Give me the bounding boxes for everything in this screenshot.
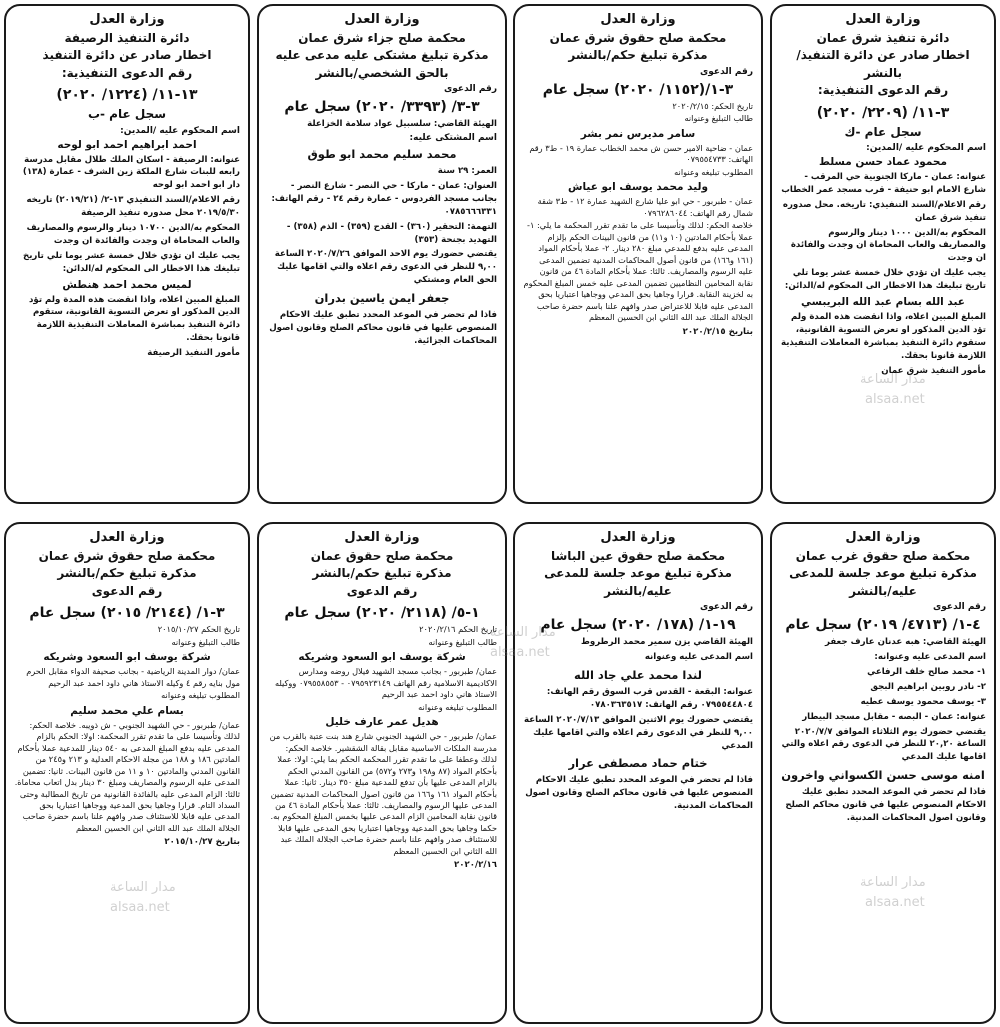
accused-address: العنوان: عمان - ماركا - حي النصر - شارع النصر - بجانب مسجد الفردوس - عمارة رقم ٢٤ - رقم الهاتف: ٠٧٨٥٦٦٦٣٣١ xyxy=(271,180,497,217)
case-label: رقم الدعوى التنفيذية: xyxy=(61,65,193,80)
judge-name: الهيئة القاضي: سلسبيل عواد سلامة الخزاعلة xyxy=(307,119,497,130)
judge-name: الهيئة القاضي يزن سمير محمد الرطروط xyxy=(580,637,753,648)
ministry-title: وزارة العدل xyxy=(600,530,676,545)
payment-instruction: يجب عليك ان تؤدي خلال خمسة عشر يوما تلي تاريخ تبليغك هذا الاخطار الى المحكوم له/الدائن: xyxy=(784,268,986,292)
court-title: محكمة صلح حقوق عين الباشا xyxy=(551,549,725,563)
charges: التهمة: التحقير (٣٦٠) - القدح (٣٥٩) - الذم (٣٥٨) - التهديد بجنحة (٣٥٣) xyxy=(286,221,497,245)
case-label: رقم الدعوى xyxy=(700,602,753,613)
defendant-address: عنوانه: البقعة - القدس قرب السوق رقم الهاتف: ٠٧٩٥٥٤٤٨٠٤ رقم الهاتف: ٠٧٨٠٣٦٣٥١٧ xyxy=(546,686,753,710)
notice-type: مذكرة تبليغ حكم/بالنشر xyxy=(568,48,708,63)
notice-east-amman-criminal xyxy=(257,4,507,504)
requester-name: شركة يوسف ابو السعود وشريكه xyxy=(43,651,211,664)
watermark-url: alsaa.net xyxy=(490,645,550,660)
defendant-2: ٢- نادر روبين ابراهيم البجق xyxy=(870,681,986,692)
hearing-text: يقتضي حضورك يوم الاثنين الموافق ٢٠٢٠/٧/١٣ الساعة ٩,٠٠ للنظر في الدعوى رقم اعلاه والتي اقامها عليك المدعي xyxy=(523,714,753,751)
record-type: سجل عام -ك xyxy=(844,124,922,139)
notice-rusaifa-execution xyxy=(4,4,250,504)
recipient-address: عمان - طبربور - حي ابو عليا شارع الشهيد عمارة ١٢ - ط٣ شقة شمال رقم الهاتف: ٠٧٩٦٢٨٦٠٤٤ xyxy=(537,196,753,218)
judgment-info: رقم الاعلام/السند التنفيذي ١٣-٢/ (٢٠١٩/٢١) تاريخه ٢٠١٩/٥/٣٠ محل صدوره تنفيذ الرصيفة xyxy=(26,195,240,219)
department-title: دائرة التنفيذ الرصيفة xyxy=(64,31,190,45)
watermark-text: مدار الساعة xyxy=(860,372,926,387)
notice-footer: ٢٠٢٠/٢/١٦ xyxy=(454,860,497,871)
recipient-label: المطلوب تبليغه وعنوانه xyxy=(161,690,240,701)
case-label: رقم الدعوى xyxy=(444,84,497,95)
record-type: سجل عام -ب xyxy=(87,107,167,122)
notice-footer: مأمور التنفيذ شرق عمان xyxy=(881,365,986,376)
watermark-text: مدار الساعة xyxy=(490,625,556,640)
creditor-name: عبد الله بسام عبد الله البريبسي xyxy=(801,295,965,308)
judge-name: الهيئة القاضي: هبه عدنان عارف جعفر xyxy=(825,637,986,648)
payment-instruction: يجب عليك ان تؤدي خلال خمسة عشر يوما تلي تاريخ تبليغك هذا الاخطار الى المحكوم له/الدائن: xyxy=(23,250,240,274)
closing-text: المبلغ المبين اعلاه، واذا انقضت هذه المدة ولم تؤد الدين المذكور او تعرض التسوية القانونية، ستقوم دائرة التنفيذ بمباشرة المعاملات التنفيذية اللازمة قانونا بحقك. xyxy=(29,294,240,344)
notice-type: مذكرة تبليغ حكم/بالنشر xyxy=(57,566,197,581)
notice-east-amman-execution xyxy=(770,4,996,504)
amount-due: المحكوم به/الدين ١٠٧٠٠ دينار والرسوم والمصاريف والعاب المحاماة ان وجدت والفائدة ان وجدت xyxy=(26,223,240,246)
notice-type: اخطار صادر عن دائرة التنفيذ/بالنشر xyxy=(796,48,970,80)
defendant-label: اسم المحكوم عليه /المدين: xyxy=(120,125,240,136)
case-number: ٤-١/ (٤٧١٣/ ٢٠١٩) سجل عام xyxy=(785,617,981,634)
complainant-name: جعفر ايمن ياسين بدران xyxy=(314,291,450,306)
ministry-title: وزارة العدل xyxy=(845,12,921,27)
judgment-info: رقم الاعلام/السند التنفيذي: تاريخه. محل صدوره تنفيذ شرق عمان xyxy=(782,199,986,223)
ministry-title: وزارة العدل xyxy=(845,530,921,545)
defendant-label: اسم المحكوم عليه /المدين: xyxy=(866,142,986,153)
defendant-address: عنوانه: عمان - ماركا الجنوبية حي المرقب - شارع الامام ابو حنيفة - قرب مسجد عمر الخطاب xyxy=(781,171,986,195)
notice-type: مذكرة تبليغ حكم/بالنشر xyxy=(312,566,452,581)
court-title: محكمة صلح حقوق شرق عمان xyxy=(38,549,216,563)
defendant-address: عنوانه: عمان - البصه - مقابل مسجد البيطار xyxy=(802,711,986,722)
requester-address: عمان/ طبربور - بجانب مسجد الشهيد فيلال روضه ومدارس الاكاديمية الاسلامية رقم الهاتف ٠٧٩٥٩٢٣١٤٩ - ٠٧٩٥٥٨٥٥٣ ووكيله الاستاذ هاني داود احمد عبد الرحيم xyxy=(274,666,497,700)
notice-type: مذكرة تبليغ مشتكى عليه مدعى عليه بالحق الشخصي/بالنشر xyxy=(275,48,489,80)
recipient-label: المطلوب تبليغه وعنوانه xyxy=(418,701,497,712)
court-title: محكمة صلح حقوق عمان xyxy=(310,549,454,563)
case-label: رقم الدعوى xyxy=(700,66,753,77)
hearing-text: يقتضي حضورك يوم الاحد الموافق ٢٠٢٠/٧/٢٦ الساعة ٩,٠٠ للنظر في الدعوى رقم اعلاه والتي اقامها عليك الحق العام ومشتكي xyxy=(274,249,497,286)
watermark-text: مدار الساعة xyxy=(860,875,926,890)
notice-west-amman-hearing xyxy=(770,522,996,1024)
ministry-title: وزارة العدل xyxy=(89,12,165,27)
case-number: ٣-١/(١١٥٢/ ٢٠٢٠) سجل عام xyxy=(542,81,734,98)
requester-name: سامر مديرس نمر بشر xyxy=(580,127,696,140)
case-number: ١٩-١/ (١٧٨/ ٢٠٢٠) سجل عام xyxy=(540,617,736,634)
notice-type: مذكرة تبليغ موعد جلسة للمدعى xyxy=(544,566,732,581)
watermark-url: alsaa.net xyxy=(110,900,170,915)
notice-type: اخطار صادر عن دائرة التنفيذ xyxy=(42,48,212,63)
recipient-name: هديل عمر عارف خليل xyxy=(325,716,439,729)
judgment-date: تاريخ الحكم ٢٠١٥/١٠/٢٧ xyxy=(157,624,240,635)
case-label: رقم الدعوى xyxy=(346,583,418,598)
notice-footer: بتاريخ ٢٠٢٠/٢/١٥ xyxy=(682,326,753,337)
notice-ain-basha-hearing xyxy=(513,522,763,1024)
judgment-date: تاريخ الحكم: ٢٠٢٠/٢/١٥ xyxy=(672,100,753,111)
judgment-summary: عمان/ طبربور - حي الشهيد الجنوبي - ش ذويبه. خلاصة الحكم: لذلك وتأسيسا على ما تقدم تقرر المحكمة: اولا: الحكم بالزام المدعى عليه بدفع المبلغ المدعى به ٥٤٠ دينار للمدعية عملا بأحكام المادتين ١٨٦ و ١٨٨ من مجلة الاحكام العدلية و ٢١٣ و٢٤٥ من القانون المدني والمادتين ١٠ و ١١ من قانون البينات. ثانيا: تضمين المدعى عليه الرسوم والمصاريف ومبلغ ٣٠ دينار بدل اتعاب محاماة. ثالثا: الزام المدعى عليه بالفائدة القانونية من تاريخ المطالبة وحتى السداد التام. قرارا وجاهيا بحق المدعية ووجاهيا اعتباريا بحق المدعى عليه قابلا للاستئناف صدر وافهم علنا باسم حضرة صاحب الجلالة الملك عبد الله الثاني ابن الحسين المعظم xyxy=(14,719,240,833)
notice-type: مذكرة تبليغ موعد جلسة للمدعى xyxy=(789,566,977,581)
ministry-title: وزارة العدل xyxy=(344,530,420,545)
requester-label: طالب التبليغ وعنوانه xyxy=(428,636,497,647)
case-number: ٣-٣/ (٣٣٩٣/ ٢٠٢٠) سجل عام xyxy=(284,99,480,116)
ministry-title: وزارة العدل xyxy=(600,12,676,27)
defendants-label: اسم المدعى عليه وعنوانه: xyxy=(874,652,986,663)
notice-east-amman-rights-judgment-2015 xyxy=(4,522,250,1024)
court-title: محكمة صلح حقوق غرب عمان xyxy=(795,549,971,563)
requester-name: شركة يوسف ابو السعود وشريكه xyxy=(298,651,466,664)
judgment-date: تاريخ الحكم ٢٠٢٠/٢/١٦ xyxy=(419,624,497,635)
notice-footer: بتاريخ ٢٠١٥/١٠/٢٧ xyxy=(164,837,240,848)
closing-text: فاذا لم تحضر في الموعد المحدد تطبق عليك الاحكام المنصوص عليها في قانون محاكم الصلح وقانون اصول المحاكمات المدنية. xyxy=(525,775,753,812)
requester-label: طالب التبليغ وعنوانه xyxy=(171,636,240,647)
ministry-title: وزارة العدل xyxy=(344,12,420,27)
case-number: ٣-١/ (٢١٤٤/ ٢٠١٥) سجل عام xyxy=(29,605,225,622)
recipient-name: بسام علي محمد سليم xyxy=(70,704,184,717)
department-title: دائرة تنفيذ شرق عمان xyxy=(816,31,950,45)
defendant-name: محمود عماد حسن مسلط xyxy=(818,155,947,168)
court-title: محكمة صلح جزاء شرق عمان xyxy=(298,31,466,45)
notice-footer: مأمور التنفيذ الرصيفة xyxy=(147,348,240,359)
watermark-url: alsaa.net xyxy=(865,392,925,407)
court-title: محكمة صلح حقوق شرق عمان xyxy=(549,31,727,45)
defendant-label: اسم المدعى عليه وعنوانه xyxy=(644,652,753,663)
case-label: رقم الدعوى xyxy=(91,583,163,598)
notice-east-amman-rights-judgment xyxy=(513,4,763,504)
requester-label: طالب التبليغ وعنوانه xyxy=(684,113,753,124)
defendant-name: احمد ابراهيم احمد ابو لوحه xyxy=(57,138,197,151)
closing-text: المبلغ المبين اعلاه، واذا انقضت هذه المدة ولم تؤد الدين المذكور او تعرض التسوية القانونية، ستقوم دائرة التنفيذ بمباشرة المعاملات التنفيذية اللازمة قانونا بحقك. xyxy=(780,311,986,361)
judgment-summary: خلاصة الحكم: لذلك وتأسيسا على ما تقدم تقرر المحكمة ما يلي: ١- عملا بأحكام المادتين (١٠ و١١) من قانون البينات الحكم بإلزام المدعى عليه بدفع للمدعي مبلغ ٢٨٠ دينار. ٢- عملا بأحكام المواد (١٦١ و١٦٦) من قانون أصول المحاكمات المدنية تضمين المدعى عليه الرسوم والمصاريف. ثالثا: عملا بأحكام المادة ٤٦ من قانون نقابة المحامين النظاميين تضمين المدعى عليه خمس المبلغ المحكوم به لخزينة النقابة. قرارا وجاهيا بحق المدعي ووجاهيا اعتباريا بحق المدعى عليه قابلا للاعتراض صدر وافهم علنا باسم حضرة صاحب الجلالة الملك عبد الله الثاني ابن الحسين المعظم xyxy=(523,220,753,323)
creditor-name: لميس محمد احمد هنطش xyxy=(62,278,192,291)
hearing-text: يقتضي حضورك يوم الثلاثاء الموافق ٢٠٢٠/٧/٧ الساعة ٢٠,٢٠ للنظر في الدعوى رقم اعلاه والتي اقامها عليك المدعي xyxy=(781,726,986,763)
watermark-text: مدار الساعة xyxy=(110,880,176,895)
requester-address: عمان - ضاحية الامير حسن ش محمد الخطاب عمارة ١٩ - ط٣ رقم الهاتف: ٠٧٩٥٥٤٧٣٣ xyxy=(529,142,753,165)
notice-type-cont: عليه/بالنشر xyxy=(604,583,672,598)
defendant-name: لندا محمد علي جاد الله xyxy=(574,667,702,682)
accused-age: العمر: ٢٩ سنة xyxy=(437,166,497,177)
amount-due: المحكوم به/الدين ١٠٠٠ دينار والرسوم والمصاريف والعاب المحاماة ان وجدت والفائدة ان وجدت xyxy=(790,227,986,264)
plaintiff-name: امنه موسى حسن الكسواني واخرون xyxy=(781,768,985,783)
accused-name: محمد سليم محمد ابو طوق xyxy=(307,147,457,162)
recipient-name: وليد محمد يوسف ابو عياش xyxy=(568,181,708,194)
closing-text: فاذا لم تحضر في الموعد المحدد تطبق عليك الاحكام المنصوص عليها في قانون محاكم الصلح وقانون اصول المحاكمات المدنية. xyxy=(785,787,986,823)
defendant-3: ٣- يوسف محمود يوسف عطيه xyxy=(860,696,986,707)
watermark-url: alsaa.net xyxy=(865,895,925,910)
case-label: رقم الدعوى xyxy=(933,602,986,613)
judgment-summary: عمان/ طبربور - حي الشهيد الجنوبي شارع هند بنت عتبة بالقرب من مدرسة الملكات الاساسية مقابل بقالة الشقشير. خلاصة الحكم: لذلك وعطفا على ما تقدم تقرر المحكمة الحكم بما يلي: اولا: عملا بأحكام المواد (٨٧ و١٩٨ و٢٧٣ و٥٧٢) من القانون المدني الحكم بالزام المدعى عليها بأن تدفع للمدعية مبلغ ٣٥٠ دينار. ثانيا: عملا بأحكام المواد ١٦١ و١٦٦ من قانون اصول المحاكمات المدنية تضمين المدعى عليها الرسوم والمصاريف. ثالثا: عملا بأحكام المادة ٤٦ من قانون نقابة المحامين الزام المدعى عليها بخمس المبلغ المحكوم به. حكما وجاهيا بحق المدعية ووجاهيا اعتباريا بحق المدعى عليها قابلا للاستئناف صدر وافهم علنا باسم حضرة صاحب الجلالة الملك عبد الله الثاني ابن الحسين المعظم xyxy=(269,731,497,856)
recipient-label: المطلوب تبليغه وعنوانه xyxy=(674,166,753,177)
case-number: ٣-١١/ (٢٢٠٩/ ٢٠٢٠) xyxy=(816,104,950,121)
case-number: ١٣-١١/ (١٢٢٤/ ٢٠٢٠) xyxy=(56,87,198,104)
accused-label: اسم المشتكى عليه: xyxy=(409,133,497,144)
requester-address: عمان/ دوار المدينة الرياضية - بجانب صحيفة الدواء مقابل الحرم مول بنايه رقم ٤ وكيله الاستاذ هاني داود احمد عبد الرحيم xyxy=(26,666,240,688)
case-number: ١-٥/ (٢١١٨/ ٢٠٢٠) سجل عام xyxy=(284,605,480,622)
notice-type-cont: عليه/بالنشر xyxy=(849,583,917,598)
defendant-1: ١- محمد صالح خلف الرفاعي xyxy=(867,666,986,677)
closing-text: فاذا لم تحضر في الموعد المحدد تطبق عليك الاحكام المنصوص عليها في قانون محاكم الصلح وقانون اصول المحاكمات الجزائية. xyxy=(269,310,497,346)
ministry-title: وزارة العدل xyxy=(89,530,165,545)
plaintiff-name: ختام حماد مصطفى عرار xyxy=(568,756,708,771)
notice-amman-rights-judgment xyxy=(257,522,507,1024)
defendant-address: عنوانه: الرصيفة - اسكان الملك طلال مقابل مدرسة رابعه للبنات شارع الملكة زين الشرف - عمارة (١٣٨) دار ابو احمد ابو لوحه xyxy=(22,154,240,191)
case-label: رقم الدعوى التنفيذية: xyxy=(817,83,949,98)
